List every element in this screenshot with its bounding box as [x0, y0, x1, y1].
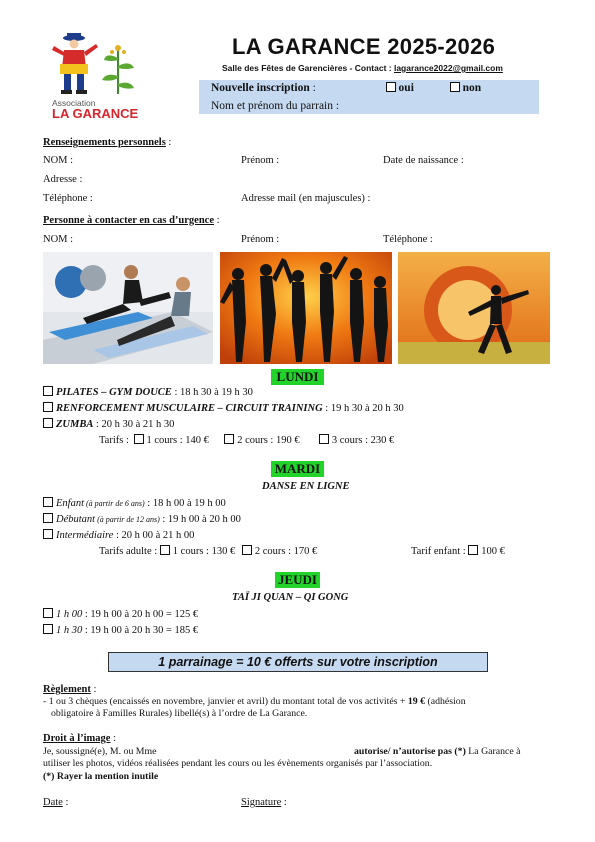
reglement-line-1: - 1 ou 3 chèques (encaissés en novembre, janvier et avril) du montant total de vos activités + 19 € (adhésion	[43, 696, 466, 707]
tuesday-adult-tarifs: Tarifs adulte : 1 cours : 130 € 2 cours : 170 €	[99, 546, 318, 557]
tuesday-child-tarif: Tarif enfant : 100 €	[411, 546, 505, 557]
signature-field[interactable]: Signature :	[241, 797, 287, 808]
tuesday-child-checkbox[interactable]	[468, 545, 478, 555]
renfo-checkbox[interactable]	[43, 402, 53, 412]
debutant-checkbox[interactable]	[43, 513, 53, 523]
enfant-checkbox[interactable]	[43, 497, 53, 507]
renfo-time: : 19 h 30 à 20 h 30	[322, 403, 404, 414]
debutant-option[interactable]: Débutant (à partir de 12 ans) : 19 h 00 à 20 h 00	[43, 513, 241, 525]
venue-contact-line	[222, 63, 503, 73]
pilates-time: : 18 h 30 à 19 h 30	[171, 387, 253, 398]
intermediaire-checkbox[interactable]	[43, 529, 53, 539]
no-checkbox[interactable]	[450, 82, 460, 92]
monday-3cours-checkbox[interactable]	[319, 434, 329, 444]
yes-label: oui	[398, 82, 414, 94]
yes-checkbox[interactable]	[386, 82, 396, 92]
monday-1cours-checkbox[interactable]	[134, 434, 144, 444]
image-rights-line-2: utiliser les photos, vidéos réalisées pendant les cours ou les évènements organisés par l’association.	[43, 758, 433, 769]
date-field[interactable]: Date :	[43, 797, 69, 808]
monday-tarifs: Tarifs : 1 cours : 140 € 2 cours : 190 € 3 cours : 230 €	[99, 435, 395, 446]
personal-phone-field[interactable]: Téléphone :	[43, 193, 93, 204]
enfant-option[interactable]: Enfant (à partir de 6 ans) : 18 h 00 à 19 h 00	[43, 497, 226, 509]
dancers-photo	[220, 252, 392, 364]
tuesday-1cours-checkbox[interactable]	[160, 545, 170, 555]
zumba-option[interactable]	[43, 418, 174, 430]
logo-text-big: LA GARANCE	[52, 106, 139, 121]
tuesday-subtitle: DANSE EN LIGNE	[262, 481, 350, 492]
image-rights-heading: Droit à l’image :	[43, 733, 117, 744]
image-rights-choice: autorise/ n’autorise pas (*) La Garance à	[354, 746, 521, 757]
thursday-subtitle: TAÏ JI QUAN – QI GONG	[232, 592, 349, 603]
zumba-checkbox[interactable]	[43, 418, 53, 428]
taichi-1h30-option[interactable]: 1 h 30 : 19 h 00 à 20 h 30 = 185 €	[43, 624, 198, 636]
registration-box	[199, 80, 539, 114]
pilates-option[interactable]	[43, 386, 253, 398]
sponsorship-promo-banner: 1 parrainage = 10 € offerts sur votre inscription	[108, 652, 488, 672]
emergency-prenom-field[interactable]: Prénom :	[241, 234, 280, 245]
no-label: non	[462, 82, 482, 94]
tai-chi-photo	[398, 252, 550, 364]
personal-prenom-field[interactable]: Prénom :	[241, 155, 280, 166]
emergency-phone-field[interactable]: Téléphone :	[383, 234, 433, 245]
reglement-heading: Règlement :	[43, 684, 97, 695]
emergency-heading: Personne à contacter en cas d’urgence :	[43, 215, 220, 226]
zumba-name: ZUMBA	[56, 419, 94, 430]
taichi-1h-option[interactable]: 1 h 00 : 19 h 00 à 20 h 00 = 125 €	[43, 608, 198, 620]
reglement-line-2: obligatoire à Familles Rurales) libellé(s) à l’ordre de La Garance.	[51, 708, 308, 719]
venue-contact-text: Salle des Fêtes de Garencières - Contact :	[222, 63, 394, 73]
new-registration-row: Nouvelle inscription : oui non	[211, 82, 482, 94]
monday-heading: LUNDI	[271, 369, 324, 385]
monday-2cours-checkbox[interactable]	[224, 434, 234, 444]
taichi-1h30-checkbox[interactable]	[43, 624, 53, 634]
intermediaire-option[interactable]: Intermédiaire : 20 h 00 à 21 h 00	[43, 529, 194, 541]
personal-info-heading: Renseignements personnels :	[43, 137, 172, 148]
tuesday-2cours-checkbox[interactable]	[242, 545, 252, 555]
logo-figure-icon	[46, 32, 146, 98]
personal-address-field[interactable]: Adresse :	[43, 174, 83, 185]
sponsor-label: Nom et prénom du parrain :	[211, 100, 340, 112]
new-registration-label: Nouvelle inscription	[211, 82, 310, 94]
renfo-option[interactable]	[43, 402, 404, 414]
image-rights-signatory[interactable]: Je, soussigné(e), M. ou Mme	[43, 746, 157, 757]
image-rights-note: (*) Rayer la mention inutile	[43, 771, 159, 782]
zumba-time: : 20 h 30 à 21 h 30	[93, 419, 175, 430]
tuesday-heading: MARDI	[271, 461, 324, 477]
personal-nom-field[interactable]: NOM :	[43, 155, 74, 166]
logo-text-small: Association	[52, 98, 96, 108]
emergency-nom-field[interactable]: NOM :	[43, 234, 74, 245]
association-logo	[46, 32, 146, 124]
taichi-1h-checkbox[interactable]	[43, 608, 53, 618]
personal-dob-field[interactable]: Date de naissance :	[383, 155, 464, 166]
pilates-name: PILATES – GYM DOUCE	[56, 387, 172, 398]
pilates-checkbox[interactable]	[43, 386, 53, 396]
pilates-photo	[43, 252, 213, 364]
personal-email-field[interactable]: Adresse mail (en majuscules) :	[241, 193, 371, 204]
page-title: LA GARANCE 2025-2026	[232, 34, 496, 59]
renfo-name: RENFORCEMENT MUSCULAIRE – CIRCUIT TRAINING	[56, 403, 323, 414]
thursday-heading: JEUDI	[275, 572, 320, 588]
contact-email: lagarance2022@gmail.com	[393, 63, 503, 73]
